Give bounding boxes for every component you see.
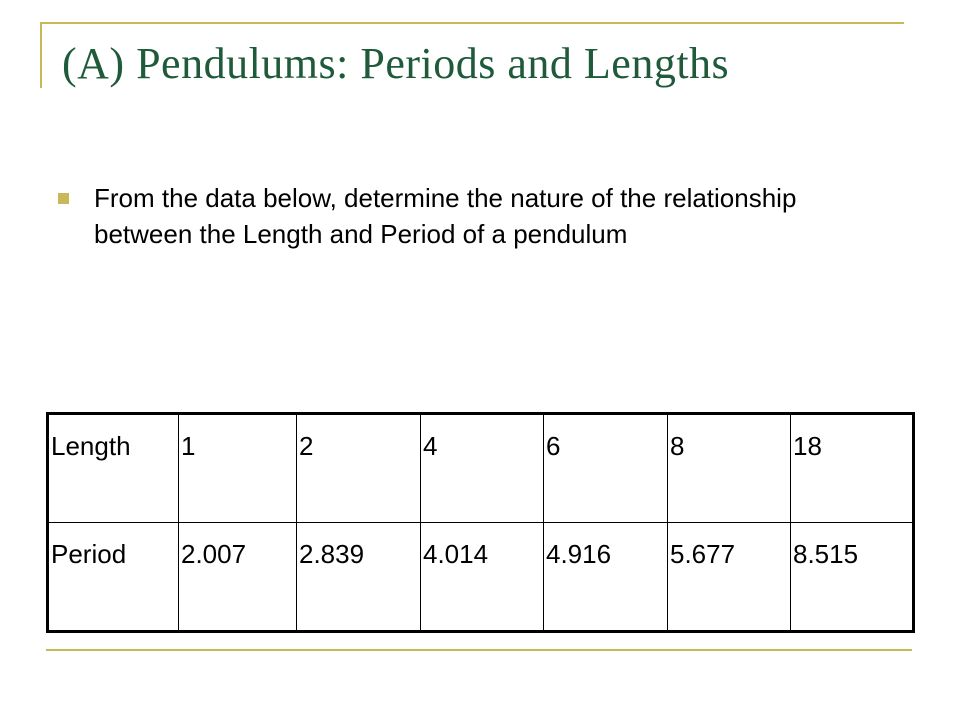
table-row-period [48,523,914,632]
table-cell: 2 [297,414,421,523]
table-cell: 8 [668,414,791,523]
table-cell: 18 [791,414,914,523]
table-cell: 2.839 [297,523,421,632]
bullet-text: From the data below, determine the nature of the relationship between the Length and Period of a pendulum [94,183,797,249]
table-cell: 6 [544,414,668,523]
table-cell: 4.014 [421,523,544,632]
table-cell: Period [48,523,179,632]
slide-title: (A) Pendulums: Periods and Lengths [62,39,730,88]
table-cell: 4 [421,414,544,523]
frame-top-line [40,22,904,24]
table-cell: 2.007 [179,523,297,632]
data-table [46,412,915,633]
frame-left-line [40,22,42,88]
table-cell: 8.515 [791,523,914,632]
table-cell: 5.677 [668,523,791,632]
table-cell: 1 [179,414,297,523]
table-row-length [48,414,914,523]
bullet-item [58,180,858,252]
frame-bottom-line [46,649,912,651]
bullet-square-icon [58,193,69,204]
table-cell: Length [48,414,179,523]
table-cell: 4.916 [544,523,668,632]
